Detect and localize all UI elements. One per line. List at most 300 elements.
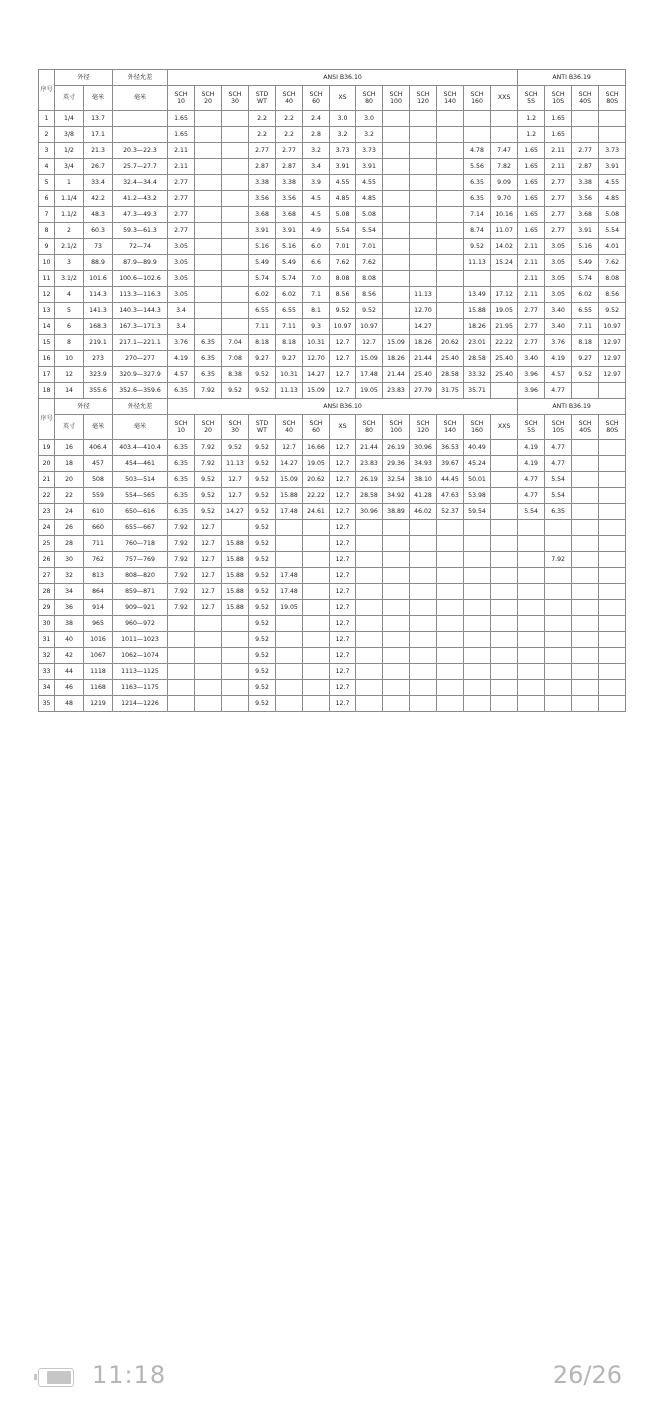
table-cell: 12.7 bbox=[330, 383, 356, 399]
table-cell bbox=[222, 255, 249, 271]
table-cell bbox=[410, 239, 437, 255]
header-schedule-col bbox=[249, 415, 276, 440]
table-cell bbox=[222, 287, 249, 303]
table-cell: 17.48 bbox=[276, 504, 303, 520]
table-cell bbox=[383, 552, 410, 568]
table-cell: 16 bbox=[55, 440, 84, 456]
table-cell: 3 bbox=[55, 255, 84, 271]
header-schedule-col bbox=[491, 415, 518, 440]
header-schedule-col-line: SCH bbox=[362, 90, 376, 98]
table-cell: 18 bbox=[55, 456, 84, 472]
row-seq-cell: 28 bbox=[39, 584, 55, 600]
table-cell: 3.91 bbox=[249, 223, 276, 239]
table-cell: 21.44 bbox=[410, 351, 437, 367]
table-cell: 9.52 bbox=[222, 440, 249, 456]
header-schedule-col bbox=[383, 86, 410, 111]
table-cell bbox=[572, 472, 599, 488]
table-cell: 72—74 bbox=[113, 239, 168, 255]
table-cell bbox=[195, 191, 222, 207]
header-schedule-col-line: SCH bbox=[524, 90, 538, 98]
table-cell: 3.91 bbox=[572, 223, 599, 239]
table-cell: 40.49 bbox=[464, 440, 491, 456]
header-schedule-col-line: 80 bbox=[365, 98, 373, 105]
row-seq-cell: 29 bbox=[39, 600, 55, 616]
header-schedule-col bbox=[437, 415, 464, 440]
table-cell bbox=[491, 664, 518, 680]
table-cell: 3.91 bbox=[276, 223, 303, 239]
table-cell bbox=[437, 127, 464, 143]
table-cell bbox=[410, 520, 437, 536]
table-cell: 7.01 bbox=[330, 239, 356, 255]
table-cell bbox=[356, 664, 383, 680]
table-cell bbox=[410, 568, 437, 584]
row-seq-cell: 8 bbox=[39, 223, 55, 239]
row-seq-cell: 35 bbox=[39, 696, 55, 712]
table-cell: 15.88 bbox=[222, 552, 249, 568]
header-schedule-col-line: SCH bbox=[389, 419, 403, 427]
table-cell: 4.78 bbox=[464, 143, 491, 159]
table-cell: 5.54 bbox=[545, 488, 572, 504]
table-cell: 39.67 bbox=[437, 456, 464, 472]
table-cell: 3.73 bbox=[356, 143, 383, 159]
table-cell: 1163—1175 bbox=[113, 680, 168, 696]
table-cell bbox=[410, 175, 437, 191]
table-cell bbox=[518, 632, 545, 648]
table-cell bbox=[491, 552, 518, 568]
table-cell bbox=[464, 584, 491, 600]
row-seq-cell: 9 bbox=[39, 239, 55, 255]
table-cell: 9.52 bbox=[249, 696, 276, 712]
table-row bbox=[39, 616, 626, 632]
table-cell: 9.52 bbox=[249, 383, 276, 399]
table-cell: 141.3 bbox=[84, 303, 113, 319]
table-row bbox=[39, 680, 626, 696]
table-cell: 4.77 bbox=[545, 383, 572, 399]
table-cell: 554—565 bbox=[113, 488, 168, 504]
table-cell: 14.27 bbox=[303, 367, 330, 383]
table-cell: 6.35 bbox=[464, 191, 491, 207]
table-cell bbox=[168, 680, 195, 696]
header-schedule-col bbox=[330, 415, 356, 440]
table-cell: 12.7 bbox=[330, 440, 356, 456]
table-cell: 965 bbox=[84, 616, 113, 632]
table-cell: 9.52 bbox=[356, 303, 383, 319]
table-cell bbox=[383, 600, 410, 616]
header-schedule-col-line: SCH bbox=[282, 90, 296, 98]
row-seq-cell: 14 bbox=[39, 319, 55, 335]
table-cell bbox=[195, 143, 222, 159]
row-seq-cell: 12 bbox=[39, 287, 55, 303]
table-cell bbox=[383, 584, 410, 600]
table-cell: 8.1 bbox=[303, 303, 330, 319]
table-row bbox=[39, 127, 626, 143]
table-cell: 32.4—34.4 bbox=[113, 175, 168, 191]
table-cell: 14.27 bbox=[276, 456, 303, 472]
table-cell: 17.48 bbox=[356, 367, 383, 383]
table-cell: 3.38 bbox=[249, 175, 276, 191]
table-cell: 7.1 bbox=[303, 287, 330, 303]
table-cell: 13.49 bbox=[464, 287, 491, 303]
header-schedule-col bbox=[222, 86, 249, 111]
table-cell bbox=[599, 696, 626, 712]
table-cell bbox=[572, 488, 599, 504]
table-cell bbox=[518, 552, 545, 568]
table-cell: 1011—1023 bbox=[113, 632, 168, 648]
table-cell: 7.11 bbox=[276, 319, 303, 335]
table-cell bbox=[222, 239, 249, 255]
table-cell: 10.31 bbox=[276, 367, 303, 383]
table-cell bbox=[303, 632, 330, 648]
table-cell: 3.05 bbox=[545, 287, 572, 303]
table-cell bbox=[437, 520, 464, 536]
table-cell: 9.52 bbox=[195, 472, 222, 488]
table-cell: 6.35 bbox=[168, 488, 195, 504]
table-cell bbox=[437, 319, 464, 335]
table-cell: 660 bbox=[84, 520, 113, 536]
table-cell bbox=[168, 648, 195, 664]
table-cell: 2.4 bbox=[303, 111, 330, 127]
header-schedule-col bbox=[491, 86, 518, 111]
header-schedule-col bbox=[410, 86, 437, 111]
table-cell: 3.4 bbox=[168, 319, 195, 335]
table-cell: 808—820 bbox=[113, 568, 168, 584]
table-cell: 24.61 bbox=[303, 504, 330, 520]
table-cell: 12.7 bbox=[330, 504, 356, 520]
table-cell: 28.58 bbox=[356, 488, 383, 504]
table-cell: 20.62 bbox=[437, 335, 464, 351]
table-cell bbox=[410, 648, 437, 664]
table-cell: 2.8 bbox=[303, 127, 330, 143]
header-schedule-col-line: 140 bbox=[444, 98, 456, 105]
table-cell: 2.77 bbox=[545, 191, 572, 207]
table-cell bbox=[383, 111, 410, 127]
pipe-schedule-document bbox=[38, 69, 620, 712]
table-cell bbox=[276, 632, 303, 648]
table-cell: 650—616 bbox=[113, 504, 168, 520]
table-cell: 5.08 bbox=[330, 207, 356, 223]
table-cell bbox=[491, 520, 518, 536]
table-cell bbox=[491, 383, 518, 399]
table-cell: 1118 bbox=[84, 664, 113, 680]
table-cell bbox=[437, 143, 464, 159]
table-cell: 18.26 bbox=[383, 351, 410, 367]
table-cell: 46.02 bbox=[410, 504, 437, 520]
table-cell: 7.82 bbox=[491, 159, 518, 175]
table-cell: 9.52 bbox=[249, 456, 276, 472]
header-schedule-col bbox=[168, 86, 195, 111]
table-cell: 23.01 bbox=[464, 335, 491, 351]
table-cell: 760—718 bbox=[113, 536, 168, 552]
table-cell: 3.73 bbox=[599, 143, 626, 159]
table-cell bbox=[222, 648, 249, 664]
table-cell bbox=[491, 456, 518, 472]
table-cell: 33.32 bbox=[464, 367, 491, 383]
table-cell: 406.4 bbox=[84, 440, 113, 456]
table-cell bbox=[599, 472, 626, 488]
table-cell bbox=[491, 536, 518, 552]
table-cell: 21.3 bbox=[84, 143, 113, 159]
row-seq-cell: 20 bbox=[39, 456, 55, 472]
table-cell bbox=[195, 239, 222, 255]
table-cell: 15.24 bbox=[491, 255, 518, 271]
table-row bbox=[39, 520, 626, 536]
table-cell bbox=[383, 207, 410, 223]
header-schedule-col-line: 20 bbox=[204, 98, 212, 105]
table-cell bbox=[410, 536, 437, 552]
row-seq-cell: 33 bbox=[39, 664, 55, 680]
table-cell: 12.70 bbox=[303, 351, 330, 367]
table-cell: 41.28 bbox=[410, 488, 437, 504]
table-cell: 219.1 bbox=[84, 335, 113, 351]
table-cell bbox=[303, 600, 330, 616]
table-cell: 26 bbox=[55, 520, 84, 536]
table-cell: 19.05 bbox=[276, 600, 303, 616]
table-cell: 355.6 bbox=[84, 383, 113, 399]
table-cell bbox=[356, 648, 383, 664]
table-cell: 53.98 bbox=[464, 488, 491, 504]
table-cell: 3/8 bbox=[55, 127, 84, 143]
header-schedule-col bbox=[599, 86, 626, 111]
table-cell: 9.52 bbox=[249, 616, 276, 632]
header-schedule-col-line: SCH bbox=[309, 419, 323, 427]
table-cell: 50.01 bbox=[464, 472, 491, 488]
table-cell: 1.1/4 bbox=[55, 191, 84, 207]
table-cell: 23.83 bbox=[383, 383, 410, 399]
table-cell bbox=[303, 520, 330, 536]
header-od-tolerance: 外径允差 bbox=[113, 70, 168, 86]
table-cell: 2.11 bbox=[518, 271, 545, 287]
header-schedule-col-line: 80S bbox=[606, 427, 619, 434]
table-cell: 17.48 bbox=[276, 568, 303, 584]
table-cell bbox=[437, 696, 464, 712]
table-cell bbox=[222, 632, 249, 648]
table-cell: 2.77 bbox=[276, 143, 303, 159]
table-cell bbox=[195, 255, 222, 271]
table-cell: 9.52 bbox=[249, 632, 276, 648]
table-cell bbox=[356, 552, 383, 568]
table-cell: 864 bbox=[84, 584, 113, 600]
table-cell: 30 bbox=[55, 552, 84, 568]
table-cell: 26.19 bbox=[383, 440, 410, 456]
table-cell: 4.85 bbox=[599, 191, 626, 207]
table-cell: 2.11 bbox=[545, 159, 572, 175]
table-cell bbox=[410, 207, 437, 223]
table-cell: 914 bbox=[84, 600, 113, 616]
table-cell bbox=[303, 648, 330, 664]
table-cell: 2.11 bbox=[168, 159, 195, 175]
table-row bbox=[39, 664, 626, 680]
table-cell: 3/4 bbox=[55, 159, 84, 175]
table-cell bbox=[222, 271, 249, 287]
table-cell: 3.56 bbox=[249, 191, 276, 207]
table-cell: 5.16 bbox=[249, 239, 276, 255]
table-row bbox=[39, 536, 626, 552]
table-cell: 3.56 bbox=[276, 191, 303, 207]
table-cell: 25.40 bbox=[437, 351, 464, 367]
table-cell: 9.52 bbox=[249, 648, 276, 664]
table-row bbox=[39, 239, 626, 255]
table-cell bbox=[383, 648, 410, 664]
table-cell bbox=[464, 600, 491, 616]
table-cell bbox=[410, 584, 437, 600]
table-cell bbox=[410, 127, 437, 143]
table-cell: 6.35 bbox=[195, 367, 222, 383]
table-cell: 5.54 bbox=[356, 223, 383, 239]
table-cell: 16.66 bbox=[303, 440, 330, 456]
header-mm: 毫米 bbox=[84, 86, 113, 111]
table-cell: 1016 bbox=[84, 632, 113, 648]
header-schedule-col-line: 100 bbox=[390, 427, 402, 434]
table-cell bbox=[518, 616, 545, 632]
table-cell bbox=[545, 664, 572, 680]
table-cell: 88.9 bbox=[84, 255, 113, 271]
table-cell: 12.97 bbox=[599, 335, 626, 351]
table-cell bbox=[545, 600, 572, 616]
table-cell: 12.7 bbox=[330, 680, 356, 696]
table-cell: 1/4 bbox=[55, 111, 84, 127]
table-cell: 11.13 bbox=[276, 383, 303, 399]
row-seq-cell: 13 bbox=[39, 303, 55, 319]
header-schedule-col-line: STD bbox=[255, 419, 269, 427]
header-schedule-col-line: SCH bbox=[524, 419, 538, 427]
header-inch: 英寸 bbox=[55, 86, 84, 111]
table-cell: 813 bbox=[84, 568, 113, 584]
header-schedule-col-line: 120 bbox=[417, 98, 429, 105]
table-cell bbox=[168, 632, 195, 648]
table-cell: 7.47 bbox=[491, 143, 518, 159]
table-cell bbox=[545, 520, 572, 536]
table-cell bbox=[222, 159, 249, 175]
table-cell: 12.7 bbox=[330, 367, 356, 383]
table-cell: 14 bbox=[55, 383, 84, 399]
table-cell: 22.22 bbox=[303, 488, 330, 504]
table-cell bbox=[437, 175, 464, 191]
table-cell: 2.11 bbox=[518, 255, 545, 271]
table-cell: 25.40 bbox=[491, 351, 518, 367]
header-schedule-col-line: SCH bbox=[443, 90, 457, 98]
header-schedule-col-line: 10 bbox=[177, 98, 185, 105]
table-cell: 8 bbox=[55, 335, 84, 351]
header-schedule-col-line: 30 bbox=[231, 98, 239, 105]
table-cell: 12.7 bbox=[330, 456, 356, 472]
table-cell: 2.77 bbox=[168, 175, 195, 191]
table-cell: 8.08 bbox=[356, 271, 383, 287]
header-schedule-col-line: 30 bbox=[231, 427, 239, 434]
header-schedule-col bbox=[437, 86, 464, 111]
table-cell: 3.73 bbox=[330, 143, 356, 159]
table-cell: 1.1/2 bbox=[55, 207, 84, 223]
table-cell: 42 bbox=[55, 648, 84, 664]
table-cell bbox=[518, 680, 545, 696]
table-cell bbox=[410, 255, 437, 271]
table-cell: 8.74 bbox=[464, 223, 491, 239]
table-cell bbox=[113, 111, 168, 127]
table-cell: 457 bbox=[84, 456, 113, 472]
table-cell: 1.65 bbox=[518, 175, 545, 191]
table-cell: 4.77 bbox=[545, 440, 572, 456]
table-cell: 4.55 bbox=[356, 175, 383, 191]
table-cell bbox=[222, 207, 249, 223]
table-cell: 655—667 bbox=[113, 520, 168, 536]
table-cell bbox=[464, 648, 491, 664]
table-cell: 5.74 bbox=[249, 271, 276, 287]
table-cell bbox=[599, 488, 626, 504]
table-cell: 17.1 bbox=[84, 127, 113, 143]
table-cell: 12.7 bbox=[276, 440, 303, 456]
table-cell: 4.5 bbox=[303, 191, 330, 207]
header-schedule-col-line: SCH bbox=[470, 419, 484, 427]
table-row bbox=[39, 143, 626, 159]
table-cell: 6.35 bbox=[168, 440, 195, 456]
header-schedule-col-line: 5S bbox=[527, 427, 536, 434]
table-cell: 15.88 bbox=[276, 488, 303, 504]
table-cell: 6.35 bbox=[168, 504, 195, 520]
table-cell: 1.65 bbox=[518, 159, 545, 175]
header-schedule-col-line: STD bbox=[255, 90, 269, 98]
table-row bbox=[39, 568, 626, 584]
table-cell: 15.88 bbox=[222, 536, 249, 552]
table-cell: 1 bbox=[55, 175, 84, 191]
table-cell: 24 bbox=[55, 504, 84, 520]
header-schedule-col-line: 80 bbox=[365, 427, 373, 434]
table-cell: 1214—1226 bbox=[113, 696, 168, 712]
header-schedule-col-line: SCH bbox=[578, 90, 592, 98]
table-cell bbox=[356, 568, 383, 584]
header-schedule-col-line: SCH bbox=[578, 419, 592, 427]
row-seq-cell: 3 bbox=[39, 143, 55, 159]
table-cell bbox=[276, 552, 303, 568]
table-cell: 100.6—102.6 bbox=[113, 271, 168, 287]
header-schedule-col-line: 140 bbox=[444, 427, 456, 434]
table-cell: 14.02 bbox=[491, 239, 518, 255]
table-cell bbox=[437, 223, 464, 239]
table-cell: 12.7 bbox=[195, 584, 222, 600]
table-cell: 5.16 bbox=[276, 239, 303, 255]
table-cell bbox=[168, 616, 195, 632]
table-cell: 7.92 bbox=[195, 456, 222, 472]
row-seq-cell: 24 bbox=[39, 520, 55, 536]
table-cell: 9.52 bbox=[330, 303, 356, 319]
table-cell bbox=[491, 472, 518, 488]
table-cell: 4.85 bbox=[356, 191, 383, 207]
header-ansi-b36-10: ANSI B36.10 bbox=[168, 399, 518, 415]
table-cell bbox=[410, 223, 437, 239]
table-cell: 25.40 bbox=[491, 367, 518, 383]
table-row bbox=[39, 223, 626, 239]
table-cell bbox=[464, 552, 491, 568]
header-schedule-col bbox=[330, 86, 356, 111]
table-cell: 5.49 bbox=[276, 255, 303, 271]
table-cell bbox=[464, 696, 491, 712]
table-cell: 2.2 bbox=[276, 111, 303, 127]
header-schedule-col-line: XXS bbox=[497, 423, 511, 431]
table-cell: 15.88 bbox=[222, 584, 249, 600]
header-mm: 毫米 bbox=[84, 415, 113, 440]
table-cell bbox=[599, 680, 626, 696]
table-cell: 28.58 bbox=[464, 351, 491, 367]
header-anti-b36-19: ANTI B36.19 bbox=[518, 399, 626, 415]
table-cell: 38 bbox=[55, 616, 84, 632]
row-seq-cell: 23 bbox=[39, 504, 55, 520]
table-cell: 5.54 bbox=[518, 504, 545, 520]
table-cell: 87.9—89.9 bbox=[113, 255, 168, 271]
table-cell: 1.65 bbox=[518, 207, 545, 223]
row-seq-cell: 4 bbox=[39, 159, 55, 175]
table-cell bbox=[599, 664, 626, 680]
table-cell: 9.52 bbox=[249, 600, 276, 616]
table-cell bbox=[437, 536, 464, 552]
table-cell: 4.9 bbox=[303, 223, 330, 239]
